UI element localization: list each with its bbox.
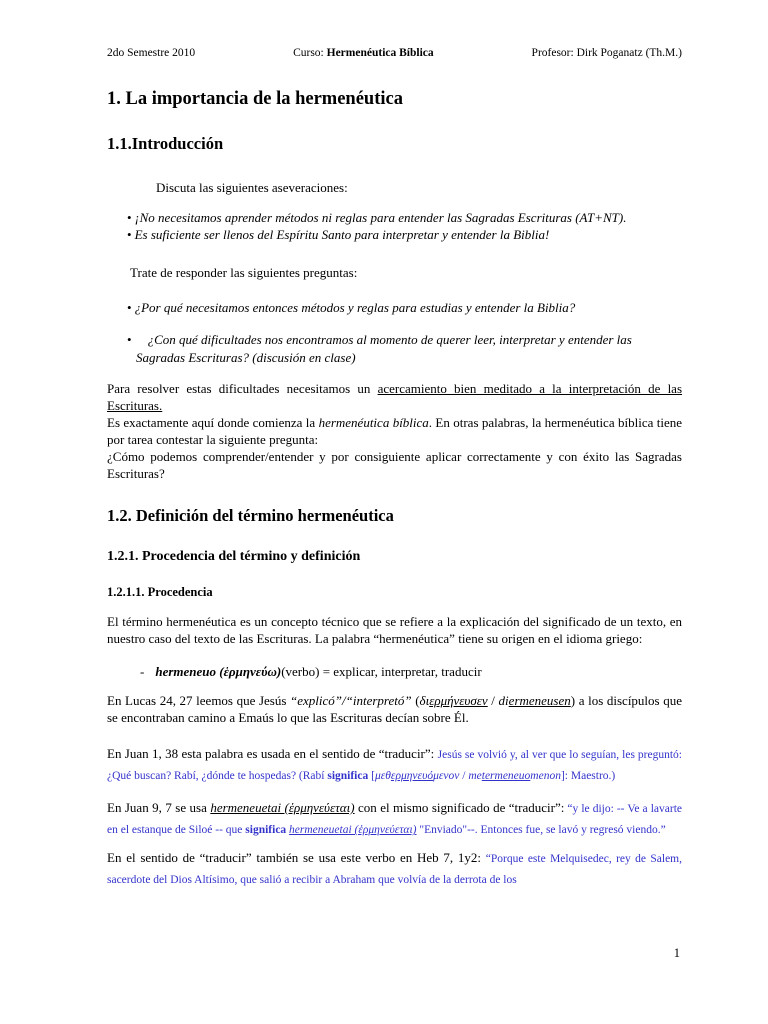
juan97-intro-1: En Juan 9, 7 se usa: [107, 800, 211, 816]
header-course: [293, 46, 434, 60]
greek-verb-meaning: (verbo) = explicar, interpretar, traducir: [281, 664, 482, 680]
lucas-text-1: En Lucas 24, 27 leemos que Jesús: [107, 693, 291, 709]
paragraph-resolver: [107, 380, 682, 482]
lucas-greek-prefix: δι: [419, 693, 430, 709]
paragraph-juan97: [107, 798, 682, 840]
lucas-slash: /: [487, 693, 499, 709]
resolver-text-1: Para resolver estas dificultades necesitamos un: [107, 381, 378, 397]
answer-prompt: Trate de responder las siguientes preguntas:: [130, 264, 358, 280]
discuss-prompt: Discuta las siguientes aseveraciones:: [156, 179, 348, 195]
assertion-item: • ¡No necesitamos aprender métodos ni reglas para entender las Sagradas Escrituras (AT+NT).: [127, 209, 682, 227]
question-item: • ¿Con qué dificultades nos encontramos al momento de querer leer, interpretar y entender las Sagradas Escrituras? (discusión en clase): [127, 331, 682, 366]
juan97-significa: significa: [245, 824, 287, 837]
hebreos-intro: En el sentido de “traducir” también se usa este verbo en Heb 7, 1y2:: [107, 850, 486, 866]
juan138-quote-text-1: Jesús se volvió y, al ver que lo seguían, les preguntó: ¿Qué buscan? Rabí, ¿dónde te hospedas? (Rabí: [107, 749, 682, 783]
question-item: • ¿Por qué necesitamos entonces métodos y reglas para estudias y entender la Biblia?: [127, 299, 682, 317]
juan138-greek-root: ερμηνευό: [390, 770, 434, 783]
juan138-translit-prefix: me: [468, 770, 482, 783]
document-title: 1. La importancia de la hermenéutica: [107, 89, 403, 109]
juan97-quote-text-1: “y le dijo: -- Ve a lavarte en el estanque de Siloé -- que: [107, 803, 683, 837]
paragraph-juan138: [107, 744, 682, 786]
lucas-quoted-terms: “explicó”/“interpretó”: [290, 693, 412, 709]
juan138-significa: significa: [327, 770, 369, 783]
resolver-text-3: . En otras palabras, la hermenéutica bíblica tiene por tarea contestar la siguiente pregunta:: [107, 415, 682, 448]
juan138-slash: /: [459, 770, 469, 783]
juan97-term: hermeneuetai (ἑρμηνεύεται): [210, 800, 355, 816]
juan138-translit-suffix: menon: [530, 770, 561, 783]
assertion-item: • Es suficiente ser llenos del Espíritu Santo para interpretar y entender la Biblia!: [127, 226, 682, 244]
paragraph-hebreos: [107, 848, 682, 890]
juan138-bracket-open: [: [368, 770, 375, 783]
heading-definicion: 1.2. Definición del término hermenéutica: [107, 506, 394, 526]
juan138-quote-end: ]: Maestro.): [560, 770, 616, 783]
resolver-question: ¿Cómo podemos comprender/entender y por consiguiente aplicar correctamente y con éxito las Sagradas Escrituras?: [107, 449, 682, 482]
lucas-paren-close: ): [570, 693, 576, 709]
questions-list: [107, 299, 682, 367]
lucas-translit-root: ermeneusen: [508, 693, 571, 709]
header-semester: 2do Semestre 2010: [107, 47, 196, 59]
assertions-list: [107, 209, 682, 244]
paragraph-termino: El término hermenéutica es un concepto técnico que se refiere a la explicación del significado de un texto, en nuestro caso del texto de las Escrituras. La palabra “hermenéutica” tiene su origen en el idioma griego:: [107, 614, 682, 647]
hebreos-quote: “Porque este Melquisedec, rey de Salem, sacerdote del Dios Altísimo, que salió a recibir a Abraham que volvía de la derrota de los: [107, 853, 682, 887]
lucas-translit-prefix: di: [498, 693, 509, 709]
header-professor: Profesor: Dirk Poganatz (Th.M.): [531, 47, 682, 59]
juan138-greek-suffix: μενον: [433, 770, 460, 783]
heading-introduccion: 1.1.Introducción: [107, 134, 224, 154]
lucas-text-2: a los discípulos que se encontraban camino a Emaús lo que las Escrituras decían sobre Él.: [107, 693, 682, 726]
resolver-text-2: Es exactamente aquí donde comienza la: [107, 415, 319, 431]
page-header: [107, 46, 682, 60]
juan97-intro-2: con el mismo significado de “traducir”:: [354, 800, 565, 816]
juan138-greek-prefix: μεθ: [374, 770, 391, 783]
juan138-intro: En Juan 1, 38 esta palabra es usada en el sentido de “traducir”:: [107, 746, 438, 762]
resolver-underlined-phrase: acercamiento bien meditado a la interpretación de las Escrituras.: [107, 381, 683, 414]
header-course-name: Hermenéutica Bíblica: [326, 47, 434, 59]
paragraph-lucas: [107, 692, 682, 726]
juan138-translit-root: termeneuo: [481, 770, 531, 783]
lucas-paren-open: (: [411, 693, 420, 709]
greek-verb-item: [107, 663, 682, 680]
header-course-label: Curso:: [293, 47, 327, 59]
juan97-term-blue: hermeneuetai (ἑρμηνεύεται): [289, 824, 417, 837]
heading-procedencia-sub: 1.2.1.1. Procedencia: [107, 585, 213, 600]
resolver-italic-term: hermenéutica bíblica: [318, 415, 429, 431]
lucas-greek-root: ερμήνευσεν: [429, 693, 488, 709]
juan138-translit: [468, 770, 561, 782]
heading-procedencia: 1.2.1. Procedencia del término y definición: [107, 549, 361, 565]
greek-verb-term: hermeneuo (ἑρμηνεύω): [155, 664, 282, 680]
juan97-quote-text-2: "Enviado"--. Entonces fue, se lavó y regresó viendo.”: [416, 824, 666, 837]
page-number: 1: [673, 946, 680, 960]
